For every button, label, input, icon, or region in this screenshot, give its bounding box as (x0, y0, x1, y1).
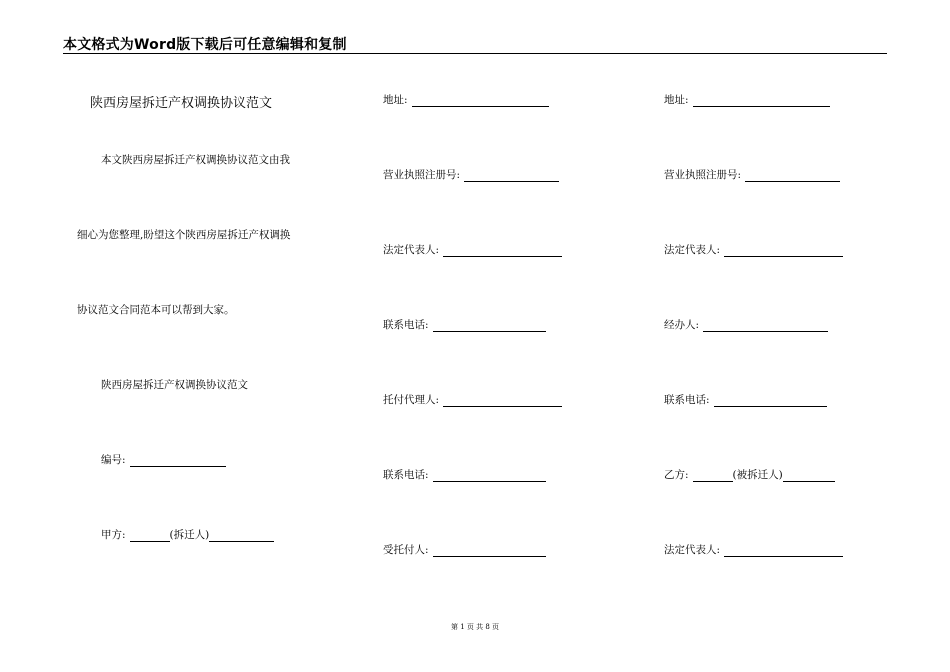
mid-phone-row (383, 318, 546, 332)
subtitle-line (101, 378, 248, 392)
party-b-row (664, 468, 835, 482)
mid-agent-row (383, 393, 562, 407)
number-row (101, 453, 226, 467)
party-b-label: 乙方: (664, 469, 689, 481)
mid-address-label: 地址: (383, 94, 408, 106)
mid-legal-rep-blank[interactable] (443, 246, 562, 257)
party-a-row (101, 528, 274, 542)
intro-text-3: 协议范文合同范本可以帮到大家。 (77, 304, 235, 316)
mid-trustee-blank[interactable] (433, 546, 546, 557)
intro-line-3 (77, 303, 235, 317)
mid-agent-phone-label: 联系电话: (383, 469, 429, 481)
intro-line-1 (101, 153, 290, 167)
mid-address-row (383, 93, 549, 107)
right-phone-row (664, 393, 827, 407)
mid-license-blank[interactable] (464, 171, 559, 182)
intro-text-1: 本文陕西房屋拆迁产权调换协议范文由我 (101, 154, 290, 166)
party-b-blank-2[interactable] (783, 471, 835, 482)
party-a-label: 甲方: (101, 529, 126, 541)
mid-agent-label: 托付代理人: (383, 394, 440, 406)
mid-trustee-row (383, 543, 546, 557)
right-handler-blank[interactable] (703, 321, 828, 332)
right-legal-rep-row (664, 243, 843, 257)
right-handler-label: 经办人: (664, 319, 700, 331)
mid-phone-label: 联系电话: (383, 319, 429, 331)
mid-legal-rep-label: 法定代表人: (383, 244, 440, 256)
header-divider (63, 53, 887, 54)
mid-agent-blank[interactable] (443, 396, 562, 407)
intro-line-2 (77, 228, 290, 242)
header-title: 本文格式为Word版下载后可任意编辑和复制 (63, 37, 347, 53)
mid-license-label: 营业执照注册号: (383, 169, 461, 181)
right-legal-rep-2-label: 法定代表人: (664, 544, 721, 556)
right-legal-rep-label: 法定代表人: (664, 244, 721, 256)
party-a-blank-2[interactable] (209, 531, 274, 542)
right-license-row (664, 168, 840, 182)
right-address-row (664, 93, 830, 107)
mid-trustee-label: 受托付人: (383, 544, 429, 556)
party-a-blank[interactable] (130, 531, 170, 542)
intro-text-2: 细心为您整理,盼望这个陕西房屋拆迁产权调换 (77, 229, 291, 241)
mid-legal-rep-row (383, 243, 562, 257)
right-address-blank[interactable] (693, 96, 830, 107)
document-subtitle: 陕西房屋拆迁产权调换协议范文 (101, 379, 248, 391)
number-blank[interactable] (130, 456, 226, 467)
mid-agent-phone-blank[interactable] (433, 471, 546, 482)
right-legal-rep-blank[interactable] (724, 246, 843, 257)
party-b-role: (被拆迁人) (732, 469, 783, 481)
mid-phone-blank[interactable] (433, 321, 546, 332)
number-label: 编号: (101, 454, 126, 466)
right-legal-rep-2-row (664, 543, 843, 557)
right-license-label: 营业执照注册号: (664, 169, 742, 181)
mid-license-row (383, 168, 559, 182)
mid-agent-phone-row (383, 468, 546, 482)
right-handler-row (664, 318, 828, 332)
party-a-role: (拆迁人) (169, 529, 210, 541)
document-title: 陕西房屋拆迁产权调换协议范文 (90, 96, 273, 111)
right-legal-rep-2-blank[interactable] (724, 546, 843, 557)
right-license-blank[interactable] (745, 171, 840, 182)
party-b-blank[interactable] (693, 471, 733, 482)
page-number-footer: 第 1 页 共 8 页 (450, 623, 500, 631)
right-address-label: 地址: (664, 94, 689, 106)
right-phone-label: 联系电话: (664, 394, 710, 406)
right-phone-blank[interactable] (714, 396, 827, 407)
mid-address-blank[interactable] (412, 96, 549, 107)
